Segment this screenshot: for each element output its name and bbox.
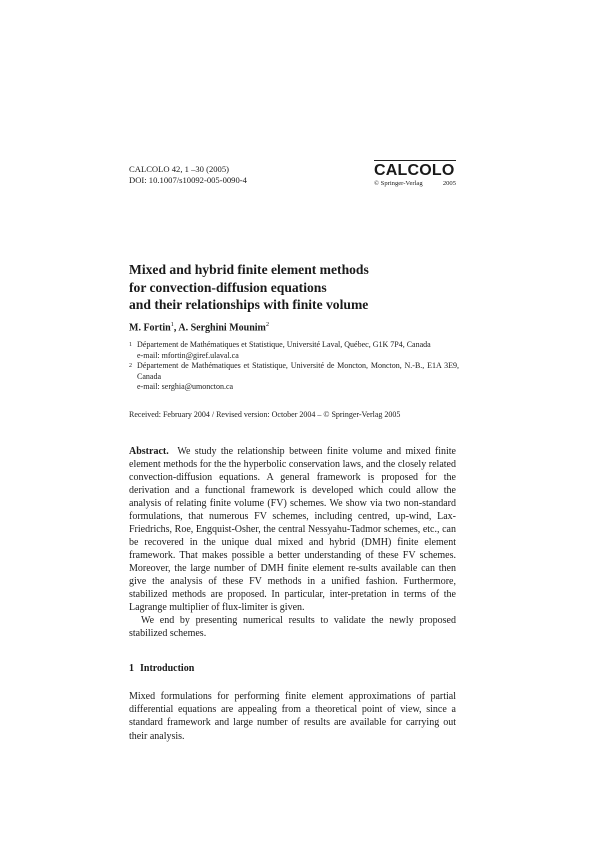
author-name: M. Fortin [129,322,171,334]
logo-year: 2005 [442,180,456,188]
title-line: for convection-diffusion equations [129,279,327,295]
author-separator: , [173,322,179,334]
affiliation-email: e-mail: mfortin@giref.ulaval.ca [137,350,239,360]
author-name: A. Serghini Mounim [178,322,266,334]
logo-copyright: © Springer-Verlag [374,180,423,188]
affiliation-number: 1 [129,342,132,348]
affiliation-mark: 2 [265,321,270,328]
affiliation-mark: 1 [170,321,174,328]
affiliation [129,340,459,361]
title-line: and their relationships with finite volume [129,297,369,313]
journal-citation: CALCOLO 42, 1 –30 (2005) [129,164,230,174]
affiliation-email: e-mail: serghia@umoncton.ca [137,382,234,392]
affiliation [129,361,459,393]
affiliation-number: 2 [129,363,132,370]
section-title: Introduction [140,663,195,674]
author-list [129,321,269,333]
logo-text: CALCOLO [374,162,455,180]
logo-rule [374,160,456,161]
journal-citation-block [129,164,247,186]
abstract [129,445,456,640]
journal-logo [374,160,456,188]
affiliation-address: Département de Mathématiques et Statistique, Université de Moncton, Moncton, N.-B., E1A 3E9, Canada [137,361,459,381]
affiliations [129,340,459,393]
intro-paragraph: Mixed formulations for performing finite element approximations of partial differential equations are appealing from a theoretical point of view, since a standard framework and large number of results are available for carrying out their analysis. [129,691,456,742]
paper-title [129,261,459,314]
abstract-label: Abstract. [129,446,169,457]
abstract-text-2: We end by presenting numerical results to validate the newly proposed stabilized schemes. [129,615,456,639]
abstract-text: We study the relationship between finite volume and mixed finite element methods for the the hyperbolic conservation laws, and the closely related convection-diffusion equations. A general framework is proposed for the derivation and a functional framework is developed which could allow the analysis of relating finite volume (FV) schemes. We show via two non-standard formulations, that numerous FV schemes, including centred, up-wind, Lax-Friedrichs, Roe, Engquist-Osher, the central Nessyahu-Tadmor schemes, etc., can be recovered in the unique dual mixed and hybrid (DMH) finite element framework. That makes possible a better understanding of these FV schemes. Moreover, the large number of DMH finite element re-sults available can then give the analysis of these FV methods in a unified fashion. Furthermore, stabilized methods are proposed. In particular, inter-pretation in terms of the Lagrange multiplier of flux-limiter is given. [129,446,456,613]
section-number: 1 [129,663,134,674]
journal-doi: DOI: 10.1007/s10092-005-0090-4 [129,175,247,185]
logo-copyright-line [374,180,456,188]
title-line: Mixed and hybrid finite element methods [129,262,369,277]
received-dates: Received: February 2004 / Revised version: October 2004 – © Springer-Verlag 2005 [129,410,401,419]
section-heading [129,663,194,674]
affiliation-address: Département de Mathématiques et Statistique, Université Laval, Québec, G1K 7P4, Canada [137,340,431,349]
